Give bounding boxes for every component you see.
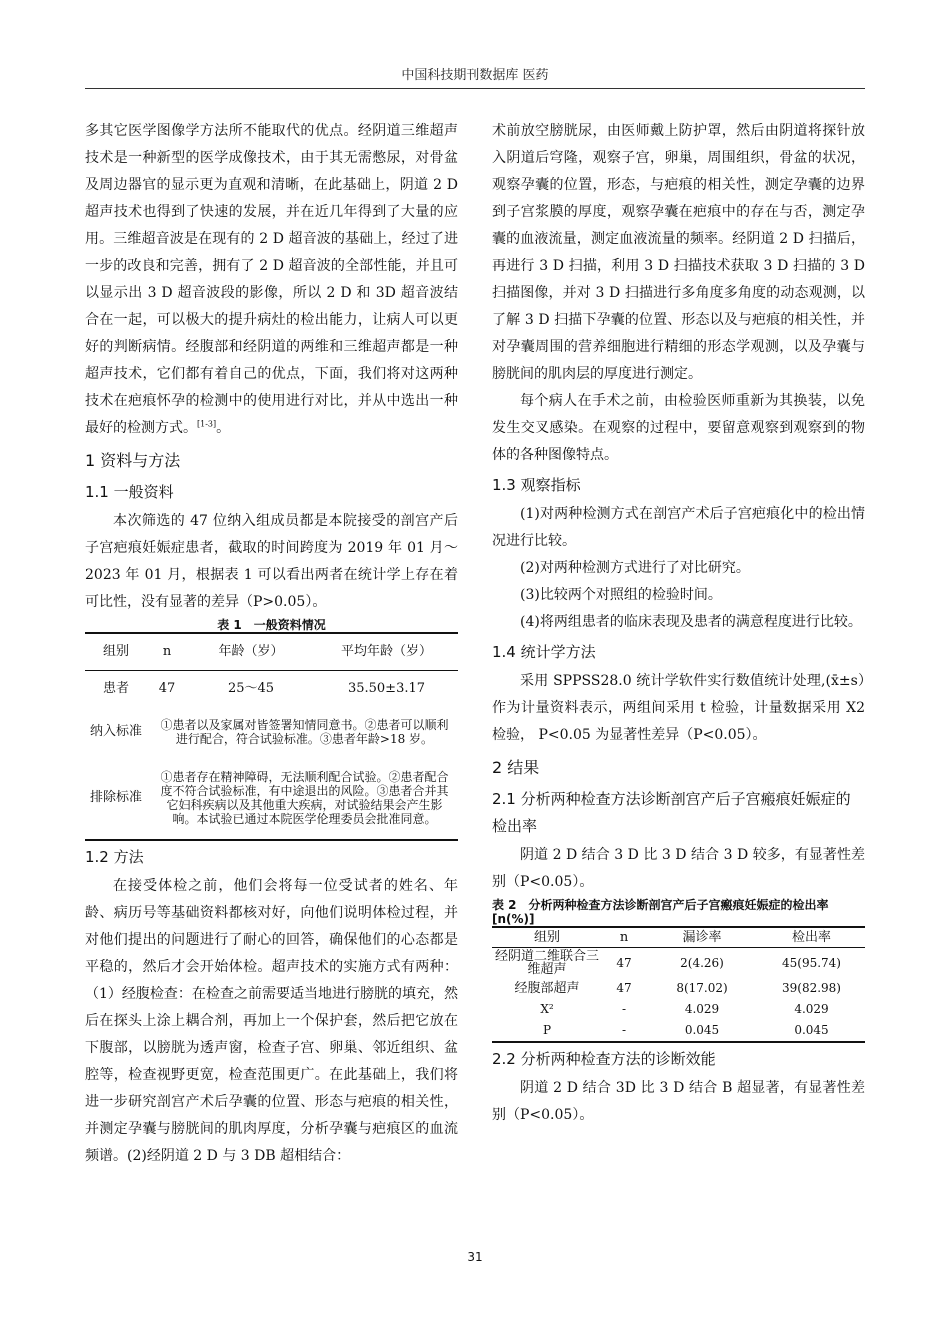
general-data-paragraph: 本次筛选的 47 位纳入组成员都是本院接受的剖宫产后子宫疤痕妊娠症患者，截取的时间跨度为 2019 年 01 月～2023 年 01 月，根据表 1 可以看出两者在统计学上存在着可比性，没有显著的差异（P>0.05）。 [85,513,458,610]
table2-cell: - [621,1002,627,1016]
subsection-heading-1-2: 1.2 方法 [85,848,144,866]
table2-cell: P [492,1020,602,1042]
subsection-heading-1-3: 1.3 观察指标 [492,476,581,494]
table1-cell: 47 [158,681,176,696]
table2-row [492,948,865,979]
table2-cell: 2(4.26) [680,955,724,970]
table2-cell: 4.029 [794,1002,829,1016]
subsection-heading-1-4: 1.4 统计学方法 [492,643,596,661]
table2-cell: 经腹部超声 [514,981,580,996]
table2-header-cell: 漏诊率 [646,927,758,948]
table2-row [492,1020,865,1042]
table-1 [85,632,458,841]
table-2 [492,926,865,1043]
subsection-heading-2-2: 2.2 分析两种检查方法的诊断效能 [492,1050,716,1068]
statistics-paragraph: 采用 SPPSS28.0 统计学软件实行数值统计处理,(x̄±s）作为计量资料表示，两组间采用 t 检验，计量数据采用 X2 检验， P<0.05 为显著性差异（P<0.05）。 [492,673,865,743]
intro-paragraph: 多其它医学图像学方法所不能取代的优点。经阴道三维超声技术是一种新型的医学成像技术，由于其无需憋尿，对骨盆及周边器官的显示更为直观和清晰，在此基础上，阴道 2 D 超声技术也得到了快速的发展，并在近几年得到了大量的应用。三维超音波是在现有的 2 D 超音波的基础上，经过了进一步的改良和完善，拥有了 2 D 超音波的全部性能，并且可以显示出 3 D 超音波段的影像，所以 2 D 和 3D 超音波结合在一起，可以极大的提升病灶的检出能力，让病人可以更好的判断病情。经腹部和经阴道的两维和三维超声都是一种超声技术，它们都有着自己的优点，下面，我们将对这两种技术在疤痕怀孕的检测中的使用进行对比，并从中选出一种最好的检测方式。[1-3]。 [85,123,458,436]
table1-row-exclusion [85,757,458,840]
infection-paragraph: 每个病人在手术之前，由检验医师重新为其换装，以免发生交叉感染。在观察的过程中，要留意观察到观察到的物体的各种图像特点。 [492,393,865,463]
table1-row-inclusion [85,707,458,757]
table2-cell: - [602,1020,646,1042]
table1-cell: 患者 [102,681,129,696]
table2-header-row [492,927,865,948]
table2-cell: 0.045 [758,1020,865,1042]
table2-row [492,999,865,1020]
table1-cell: ①患者存在精神障碍，无法顺利配合试验。②患者配合度不符合试验标准，有中途退出的风险。③患者合并其它妇科疾病以及其他重大疾病，对试验结果会产生影响。本试验已通过本院医学伦理委员会批准同意。 [147,757,458,840]
result-paragraph-2-2: 阴道 2 D 结合 3D 比 3 D 结合 B 超显著，有显著性差别（P<0.05）。 [492,1080,865,1123]
observation-item: (2)对两种检测方式进行了对比研究。 [520,560,750,576]
table1-header-cell: 组别 [85,633,147,671]
observation-item: (4)将两组患者的临床表现及患者的满意程度进行比较。 [520,614,862,630]
table1-cell: 25～45 [227,681,275,696]
left-column [85,118,458,1170]
table2-cell: 47 [616,981,632,995]
table2-header-cell: 组别 [492,927,602,948]
table1-header-cell: 平均年龄（岁） [315,633,458,671]
method-paragraph: 在接受体检之前，他们会将每一位受试者的姓名、年龄、病历号等基础资料都核对好，向他们说明体检过程，并对他们提出的问题进行了耐心的回答，确保他们的心态都是平稳的，然后才会开始体检。超声技术的实施方式有两种：（1）经腹检查：在检查之前需要适当地进行膀胱的填充，然后在探头上涂上耦合剂，再加上一个保护套，然后把它放在下腹部，以膀胱为透声窗，检查子宫、卵巢、邻近组织、盆腔等，检查视野更宽，检查范围更广。在此基础上，我们将进一步研究剖宫产术后孕囊的位置、形态与疤痕的相关性，并测定孕囊与膀胱间的肌肉厚度，分析孕囊与疤痕区的血流频谱。(2)经阴道 2 D 与 3 DB 超相结合： [85,878,458,1164]
table2-cell: 47 [616,955,632,970]
result-paragraph-2-1: 阴道 2 D 结合 3 D 比 3 D 结合 3 D 较多，有显著性差别（P<0.05）。 [492,847,865,890]
table1-row-patients [85,671,458,708]
table2-cell: 45(95.74) [782,955,841,970]
method-continued-paragraph: 术前放空膀胱尿，由医师戴上防护罩，然后由阴道将探针放入阴道后穹隆，观察子宫，卵巢，周围组织，骨盆的状况，观察孕囊的位置，形态，与疤痕的相关性，测定孕囊的边界到子宫浆膜的厚度，观察孕囊在疤痕中的存在与否，测定孕囊的血液流量，测定血液流量的频率。经阴道 2 D 扫描后，再进行 3 D 扫描，利用 3 D 扫描技术获取 3 D 扫描的 3 D 扫描图像，并对 3 D 扫描进行多角度多角度的动态观测，以了解 3 D 扫描下孕囊的位置、形态以及与疤痕的相关性，并对孕囊周围的营养细胞进行精细的形态学观测，以及孕囊与膀胱间的肌肉层的厚度进行测定。 [492,123,865,382]
citation: [1-3] [197,419,217,429]
running-header: 中国科技期刊数据库 医药 [401,68,549,83]
table1-cell: 35.50±3.17 [347,681,426,696]
table2-cell: 4.029 [684,1002,720,1016]
observation-item: (1)对两种检测方式在剖宫产术后子宫疤痕化中的检出情况进行比较。 [492,506,865,549]
table1-cell: ①患者以及家属对皆签署知情同意书。②患者可以顺利进行配合，符合试验标准。③患者年龄>18 岁。 [160,718,449,746]
table1-header-cell: n [147,633,187,671]
header-rule [85,88,865,89]
right-column [492,118,865,1129]
table1-caption: 表 1 一般资料情况 [217,618,326,632]
page-number: 31 [467,1250,483,1264]
table1-header-cell: 年龄（岁） [187,633,315,671]
table2-header-cell: n [602,927,646,948]
table2-cell: 8(17.02) [676,981,728,995]
table2-caption: 表 2 分析两种检查方法诊断剖宫产后子宫瘢痕妊娠症的检出率[n(%)] [492,898,829,926]
table2-cell: 经阴道二维联合三维超声 [494,949,599,977]
table1-cell: 纳入标准 [89,724,142,739]
subsection-heading-2-1: 2.1 分析两种检查方法诊断剖宫产后子宫瘢痕妊娠症的检出率 [492,790,851,835]
subsection-heading-1-1: 1.1 一般资料 [85,483,174,501]
table2-header-cell: 检出率 [758,927,865,948]
table2-cell: 39(82.98) [782,981,841,995]
section-heading-2: 2 结果 [492,758,540,777]
table2-cell: X² [540,1002,554,1016]
observation-item: (3)比较两个对照组的检验时间。 [520,587,722,603]
section-heading-1: 1 资料与方法 [85,451,181,470]
table1-header-row [85,633,458,671]
table2-row [492,978,865,999]
table1-cell: 排除标准 [85,757,147,840]
table2-cell: 0.045 [646,1020,758,1042]
